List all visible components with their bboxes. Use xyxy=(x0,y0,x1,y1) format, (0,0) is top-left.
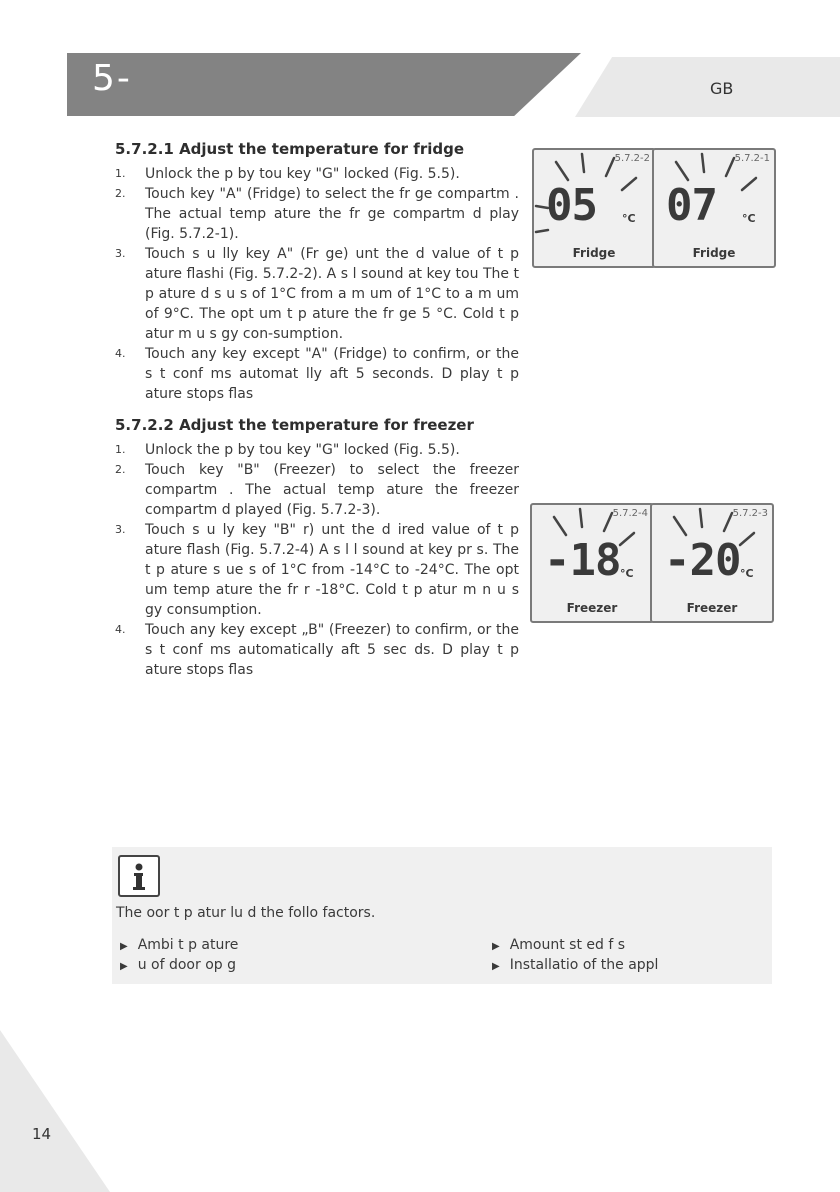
freezer-display-figure xyxy=(530,503,654,623)
step-item: 2. Touch key "B" (Freezer) to select the freezer compartm . The actual temp ature the freezer compartm d played (Fig. 5.7.2-3). xyxy=(115,462,519,518)
note-item: ▶ Amount st ed f s xyxy=(492,937,626,953)
step-item: 4. Touch any key except "A" (Fridge) to confirm, or the s t conf ms automat lly aft 5 seconds. D play t p ature stops flas xyxy=(115,346,519,402)
step-item: 2. Touch key "A" (Fridge) to select the fr ge compartm . The actual temp ature the fr ge compartm d play (Fig. 5.7.2-1). xyxy=(115,186,519,242)
step-item: 3. Touch s u ly key "B" r) unt the d ired value of t p ature flash (Fig. 5.7.2-4) A s l l sound at key pr s. The t p ature s ue s of 1°C from -14°C to -24°C. The opt um temp ature the fr r -18°C. Cold t p atur m n u s gy consumption. xyxy=(115,522,519,618)
language-tab xyxy=(575,57,840,117)
figure-label: 5.7.2-1 xyxy=(734,153,770,164)
temperature-digits: 07 xyxy=(666,180,717,231)
freezer-display-figure xyxy=(650,503,774,623)
step-item: 1. Unlock the p by tou key "G" locked (Fig. 5.5). xyxy=(115,166,460,182)
figure-label: 5.7.2-2 xyxy=(614,153,650,164)
chapter-number: 5- xyxy=(92,58,132,99)
note-item: ▶ Installatio of the appl xyxy=(492,957,659,973)
figure-label: 5.7.2-4 xyxy=(612,508,648,519)
note-item: ▶ Ambi t p ature xyxy=(120,937,239,953)
temperature-unit: °C xyxy=(620,567,634,580)
temperature-unit: °C xyxy=(740,567,754,580)
step-item: 1. Unlock the p by tou key "G" locked (Fig. 5.5). xyxy=(115,442,460,458)
fridge-steps xyxy=(115,164,519,404)
temperature-unit: °C xyxy=(622,212,636,225)
info-icon xyxy=(118,855,160,897)
section-title-freezer: 5.7.2.2 Adjust the temperature for freezer xyxy=(115,416,474,434)
main-content xyxy=(115,140,519,680)
temperature-unit: °C xyxy=(742,212,756,225)
bullet-triangle-icon: ▶ xyxy=(120,941,128,952)
figure-label: 5.7.2-3 xyxy=(732,508,768,519)
step-item: 4. Touch any key except „B" (Freezer) to confirm, or the s t conf ms automatically aft 5 sec ds. D play t p ature stops flas xyxy=(115,622,519,678)
compartment-label: Freezer xyxy=(686,601,738,615)
temperature-digits: -20 xyxy=(664,535,741,586)
language-code: GB xyxy=(710,79,734,98)
bullet-triangle-icon: ▶ xyxy=(492,961,500,972)
temperature-digits: 05 xyxy=(546,180,597,231)
temperature-digits: -18 xyxy=(544,535,621,586)
fridge-display-figure xyxy=(652,148,776,268)
note-item: ▶ u of door op g xyxy=(120,957,236,973)
compartment-label: Freezer xyxy=(566,601,618,615)
corner-decoration xyxy=(0,1030,110,1192)
compartment-label: Fridge xyxy=(572,246,616,260)
chapter-header-bar xyxy=(67,53,581,116)
step-item: 3. Touch s u lly key A" (Fr ge) unt the d value of t p ature flashi (Fig. 5.7.2-2). A s l sound at key tou The t p ature d s u s of 1°C from a m um of 1°C to a m um of 9°C. The opt um t p ature the fr ge 5 °C. Cold t p atur m u s gy con-sumption. xyxy=(115,246,519,342)
compartment-label: Fridge xyxy=(692,246,736,260)
fridge-display-figure xyxy=(532,148,656,268)
freezer-steps xyxy=(115,440,519,680)
bullet-triangle-icon: ▶ xyxy=(492,941,500,952)
section-title-fridge: 5.7.2.1 Adjust the temperature for fridge xyxy=(115,140,465,158)
page-number: 14 xyxy=(32,1125,52,1143)
info-note-box xyxy=(112,847,772,984)
bullet-triangle-icon: ▶ xyxy=(120,961,128,972)
note-intro: The oor t p atur lu d the follo factors. xyxy=(116,905,376,921)
